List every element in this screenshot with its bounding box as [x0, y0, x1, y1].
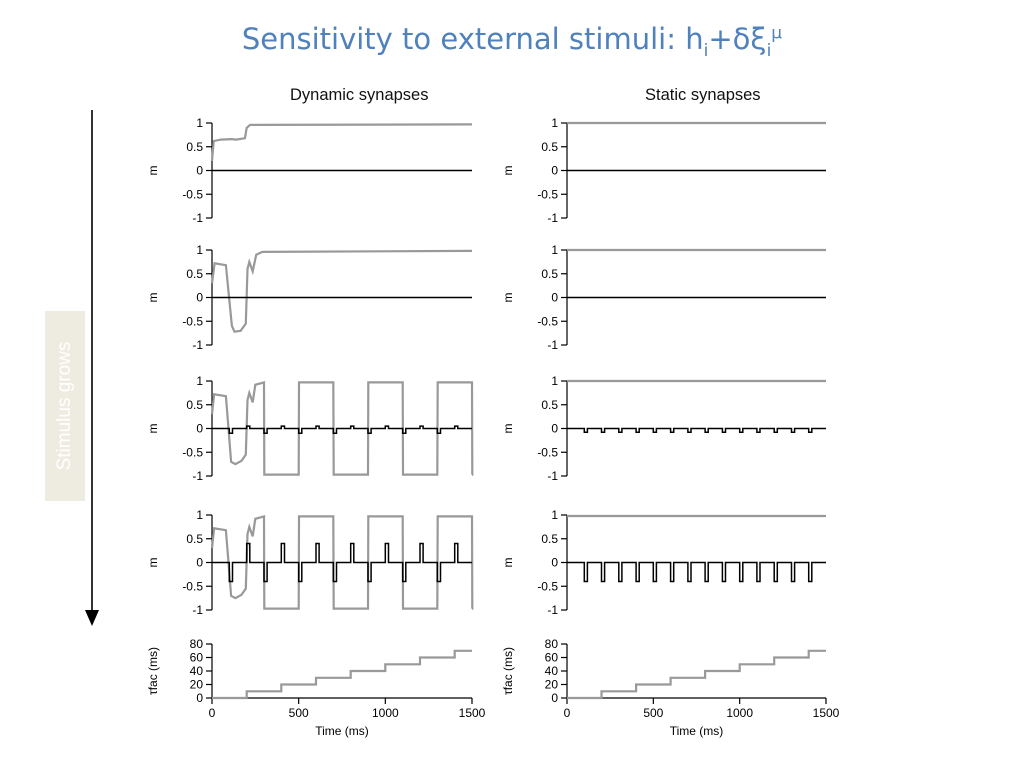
y-tick-label: 40 [544, 664, 558, 678]
chart-static-tau [501, 637, 840, 738]
x-tick-label: 500 [643, 706, 664, 720]
x-tick-label: 1000 [371, 706, 399, 720]
y-tick-label: 40 [189, 664, 203, 678]
y-axis-label: m [146, 165, 160, 176]
gray-series-line [212, 251, 472, 332]
chart-static-3 [501, 374, 826, 483]
y-tick-label: 0 [551, 163, 558, 178]
y-tick-label: 0.5 [541, 266, 558, 281]
black-series-line [212, 544, 472, 582]
y-tick-label: 1 [196, 374, 203, 388]
title-main: Sensitivity to external stimuli: h [241, 22, 704, 56]
y-axis-label: τfac (ms) [501, 646, 515, 696]
y-tick-label: -0.5 [537, 579, 558, 594]
y-tick-label: -1 [547, 338, 558, 352]
y-tick-label: 80 [544, 637, 558, 651]
y-tick-label: 0 [196, 290, 203, 305]
y-tick-label: -0.5 [537, 314, 558, 329]
x-tick-label: 0 [563, 706, 571, 720]
y-tick-label: -0.5 [537, 445, 558, 460]
y-axis-label: m [501, 557, 515, 568]
y-tick-label: 0.5 [186, 139, 203, 154]
chart-static-4 [501, 508, 826, 617]
chart-dynamic-tau [146, 637, 486, 738]
y-tick-label: -1 [192, 211, 203, 225]
x-tick-label: 1500 [812, 706, 840, 720]
y-tick-label: -1 [192, 338, 203, 352]
y-tick-label: 0 [551, 555, 558, 570]
y-tick-label: 80 [189, 637, 203, 651]
black-series-line [567, 563, 826, 582]
title-sub-i-2: i [766, 40, 772, 61]
y-tick-label: 0 [551, 691, 558, 705]
y-tick-label: -1 [547, 211, 558, 225]
y-tick-label: -0.5 [182, 445, 203, 460]
gray-series-line [212, 651, 472, 698]
y-tick-label: 0 [196, 421, 203, 436]
gray-series-line [212, 124, 472, 161]
y-tick-label: 1 [551, 243, 558, 257]
y-tick-label: -0.5 [182, 187, 203, 202]
title-sup-mu: μ [771, 23, 783, 44]
black-series-line [567, 429, 826, 433]
gray-series-line [567, 651, 826, 698]
y-tick-label: -1 [547, 603, 558, 617]
title-plus: + [708, 22, 733, 56]
y-tick-label: 1 [196, 508, 203, 522]
y-tick-label: -0.5 [182, 314, 203, 329]
stimulus-arrow [85, 110, 99, 626]
y-tick-label: 1 [551, 508, 558, 522]
y-tick-label: 0.5 [186, 531, 203, 546]
y-tick-label: 0 [196, 163, 203, 178]
chart-static-2 [501, 243, 826, 352]
y-tick-label: 60 [189, 650, 203, 665]
chart-dynamic-2 [146, 243, 472, 352]
x-tick-label: 0 [208, 706, 216, 720]
y-tick-label: -1 [192, 603, 203, 617]
x-tick-label: 1500 [458, 706, 486, 720]
stimulus-label: Stimulus grows [54, 341, 75, 471]
y-axis-label: m [501, 165, 515, 176]
y-tick-label: 1 [551, 374, 558, 388]
y-tick-label: -0.5 [182, 579, 203, 594]
y-axis-label: m [146, 423, 160, 434]
y-tick-label: 0.5 [186, 397, 203, 412]
x-axis-label: Time (ms) [315, 724, 369, 738]
y-axis-label: m [146, 292, 160, 303]
y-tick-label: 20 [189, 677, 203, 692]
chart-static-1 [501, 116, 826, 225]
chart-dynamic-4 [146, 508, 472, 617]
static-column-title: Static synapses [645, 86, 761, 104]
y-tick-label: -1 [192, 469, 203, 483]
y-axis-label: m [501, 292, 515, 303]
title-sub-i: i [703, 40, 709, 61]
chart-dynamic-3 [146, 374, 472, 483]
chart-panels [146, 116, 840, 738]
y-tick-label: 20 [544, 677, 558, 692]
dynamic-column-title: Dynamic synapses [290, 86, 429, 104]
y-axis-label: m [501, 423, 515, 434]
y-tick-label: 0.5 [541, 397, 558, 412]
y-tick-label: 0.5 [541, 139, 558, 154]
y-tick-label: 1 [196, 243, 203, 257]
chart-dynamic-1 [146, 116, 472, 225]
y-tick-label: 60 [544, 650, 558, 665]
y-axis-label: m [146, 557, 160, 568]
y-tick-label: -1 [547, 469, 558, 483]
y-tick-label: 0.5 [541, 531, 558, 546]
y-tick-label: 0 [551, 290, 558, 305]
y-tick-label: 0.5 [186, 266, 203, 281]
arrow-head-icon [85, 610, 99, 626]
y-tick-label: 1 [551, 116, 558, 130]
y-tick-label: 0 [196, 555, 203, 570]
black-series-line [212, 426, 472, 433]
y-tick-label: -0.5 [537, 187, 558, 202]
y-tick-label: 1 [196, 116, 203, 130]
x-axis-label: Time (ms) [669, 724, 724, 738]
y-axis-label: τfac (ms) [146, 646, 160, 696]
y-tick-label: 0 [551, 421, 558, 436]
x-tick-label: 500 [288, 706, 309, 720]
y-tick-label: 0 [196, 691, 203, 705]
x-tick-label: 1000 [726, 706, 754, 720]
title-delta-xi: δξ [732, 22, 767, 56]
